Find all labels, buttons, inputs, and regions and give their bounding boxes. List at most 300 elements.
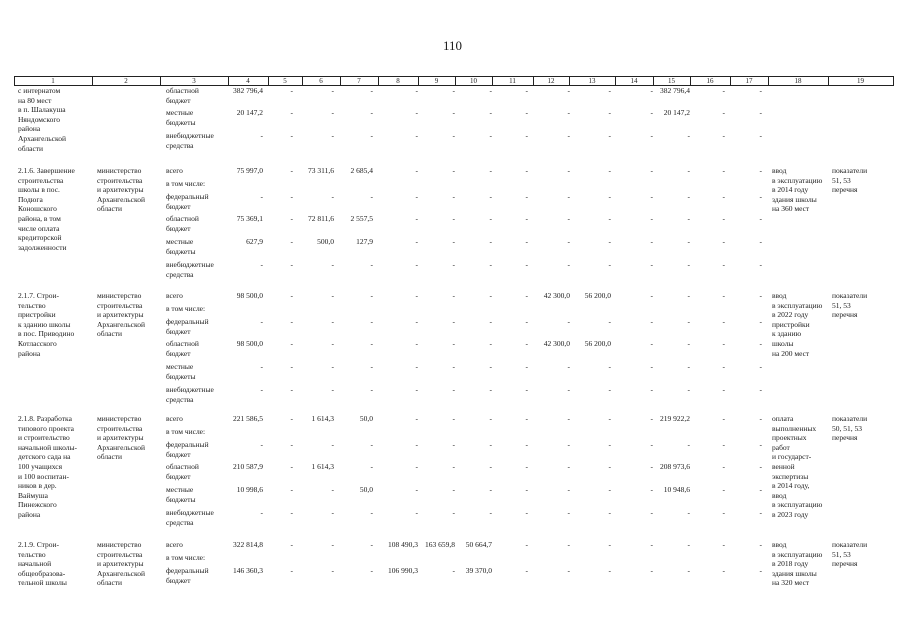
amount-cell: - [722, 339, 725, 348]
amount-cell: - [567, 485, 570, 494]
amount-cell: - [489, 86, 492, 95]
expected-result: оплата выполненных проектных работ и государст- венной экспертизы в 2014 году, ввод в эксплуатацию в 2023 году [772, 414, 823, 519]
column-header-9: 9 [434, 77, 439, 85]
amount-cell: - [331, 192, 334, 201]
amount-cell: 56 200,0 [584, 291, 611, 300]
amount-cell: - [722, 385, 725, 394]
indicator-reference: показатели 51, 53 перечня [832, 291, 868, 320]
amount-cell: - [608, 317, 611, 326]
amount-cell: - [650, 237, 653, 246]
amount-cell: - [370, 131, 373, 140]
amount-cell: - [452, 237, 455, 246]
column-header-6: 6 [319, 77, 323, 85]
amount-cell: - [525, 339, 528, 348]
amount-cell: - [608, 166, 611, 175]
amount-cell: - [489, 385, 492, 394]
responsible-executor: министерство строительства и архитектуры Архангельской области [97, 291, 145, 339]
amount-cell: - [331, 508, 334, 517]
item-title: с интернатом на 80 мест в п. Шалакуша Няндомского района Архангельской области [18, 86, 66, 153]
amount-cell: - [722, 566, 725, 575]
amount-cell: - [452, 362, 455, 371]
amount-cell: - [608, 440, 611, 449]
amount-cell: - [608, 131, 611, 140]
amount-cell: 1 614,3 [311, 462, 334, 471]
amount-cell: - [759, 462, 762, 471]
amount-cell: 73 311,6 [308, 166, 334, 175]
amount-cell: - [608, 237, 611, 246]
amount-cell: - [290, 462, 293, 471]
amount-cell: - [290, 540, 293, 549]
amount-cell: - [722, 291, 725, 300]
expected-result: ввод в эксплуатацию в 2022 году пристройки к зданию школы на 200 мест [772, 291, 823, 358]
amount-cell: - [525, 414, 528, 423]
amount-cell: - [650, 317, 653, 326]
amount-cell: - [260, 131, 263, 140]
amount-cell: - [650, 260, 653, 269]
amount-cell: - [687, 237, 690, 246]
item-title: 2.1.7. Строи- тельство пристройки к зданию школы в пос. Приводино Котласского района [18, 291, 75, 358]
amount-cell: - [290, 414, 293, 423]
item-title: 2.1.6. Завершение строительства школы в пос. Подюга Коношского района, в том числе оплата кредиторской задолженности [18, 166, 75, 252]
amount-cell: - [687, 166, 690, 175]
amount-cell: - [525, 385, 528, 394]
amount-cell: 42 300,0 [543, 339, 570, 348]
amount-cell: - [415, 362, 418, 371]
amount-cell: - [525, 260, 528, 269]
amount-cell: - [331, 485, 334, 494]
amount-cell: - [331, 362, 334, 371]
amount-cell: - [525, 362, 528, 371]
amount-cell: - [608, 414, 611, 423]
amount-cell: 42 300,0 [543, 291, 570, 300]
column-header-10: 10 [470, 77, 477, 85]
amount-cell: 75 369,1 [236, 214, 263, 223]
item-title: 2.1.9. Строи- тельство начальной общеобразова- тельной школы [18, 540, 67, 588]
amount-cell: - [687, 508, 690, 517]
amount-cell: - [452, 317, 455, 326]
amount-cell: - [722, 166, 725, 175]
amount-cell: - [525, 317, 528, 326]
funding-source-label: в том числе: [166, 179, 206, 188]
amount-cell: - [608, 508, 611, 517]
amount-cell: - [759, 485, 762, 494]
amount-cell: - [650, 414, 653, 423]
amount-cell: - [525, 86, 528, 95]
column-header-19: 19 [857, 77, 864, 85]
amount-cell: - [370, 462, 373, 471]
column-header-16: 16 [706, 77, 714, 85]
responsible-executor: министерство строительства и архитектуры Архангельской области [97, 414, 145, 462]
amount-cell: - [290, 508, 293, 517]
amount-cell: - [415, 291, 418, 300]
amount-cell: 20 147,2 [236, 108, 263, 117]
column-header-3: 3 [192, 77, 196, 85]
funding-source-label: всего [166, 414, 183, 423]
funding-source-label: внебюджетные средства [166, 508, 214, 527]
funding-source-label: в том числе: [166, 553, 206, 562]
amount-cell: - [759, 339, 762, 348]
amount-cell: - [567, 192, 570, 201]
funding-source-label: всего [166, 166, 183, 175]
funding-source-label: всего [166, 540, 183, 549]
amount-cell: - [722, 260, 725, 269]
amount-cell: - [452, 485, 455, 494]
amount-cell: 98 500,0 [236, 339, 263, 348]
amount-cell: 56 200,0 [584, 339, 611, 348]
amount-cell: - [759, 192, 762, 201]
amount-cell: - [608, 540, 611, 549]
amount-cell: - [650, 385, 653, 394]
amount-cell: - [260, 440, 263, 449]
amount-cell: - [722, 414, 725, 423]
amount-cell: 219 922,2 [660, 414, 690, 423]
amount-cell: - [650, 462, 653, 471]
amount-cell: - [650, 214, 653, 223]
amount-cell: - [489, 237, 492, 246]
amount-cell: - [489, 214, 492, 223]
amount-cell: - [331, 440, 334, 449]
funding-source-label: в том числе: [166, 304, 206, 313]
column-header-8: 8 [396, 77, 400, 85]
amount-cell: - [452, 166, 455, 175]
amount-cell: - [331, 540, 334, 549]
amount-cell: - [722, 485, 725, 494]
amount-cell: - [452, 260, 455, 269]
amount-cell: - [567, 414, 570, 423]
item-title: 2.1.8. Разработка типового проекта и строительство начальной школы- детского сада на 100 учащихся и 100 воспитан- ников в дер. Ваймуша Пинежского района [18, 414, 77, 519]
amount-cell: - [370, 108, 373, 117]
amount-cell: 72 811,6 [308, 214, 334, 223]
amount-cell: - [415, 339, 418, 348]
amount-cell: - [415, 440, 418, 449]
amount-cell: - [759, 508, 762, 517]
amount-cell: - [415, 86, 418, 95]
amount-cell: - [331, 339, 334, 348]
amount-cell: - [370, 86, 373, 95]
amount-cell: - [567, 237, 570, 246]
amount-cell: - [370, 362, 373, 371]
amount-cell: - [331, 566, 334, 575]
amount-cell: 127,9 [356, 237, 373, 246]
amount-cell: - [567, 214, 570, 223]
amount-cell: - [650, 485, 653, 494]
amount-cell: - [260, 192, 263, 201]
amount-cell: - [525, 214, 528, 223]
page-number: 110 [442, 38, 463, 53]
amount-cell: - [567, 131, 570, 140]
amount-cell: - [650, 339, 653, 348]
amount-cell: - [759, 440, 762, 449]
amount-cell: 98 500,0 [236, 291, 263, 300]
amount-cell: - [415, 131, 418, 140]
amount-cell: - [525, 440, 528, 449]
amount-cell: - [290, 237, 293, 246]
amount-cell: - [290, 485, 293, 494]
amount-cell: - [489, 291, 492, 300]
amount-cell: - [567, 317, 570, 326]
amount-cell: - [260, 508, 263, 517]
column-header-1: 1 [51, 77, 55, 85]
expected-result: ввод в эксплуатацию в 2014 году здания школы на 360 мест [772, 166, 823, 214]
amount-cell: - [722, 540, 725, 549]
amount-cell: - [260, 362, 263, 371]
amount-cell: - [290, 108, 293, 117]
amount-cell: - [687, 260, 690, 269]
amount-cell: - [452, 440, 455, 449]
amount-cell: - [722, 131, 725, 140]
amount-cell: - [608, 192, 611, 201]
column-header-7: 7 [357, 77, 361, 85]
amount-cell: - [331, 291, 334, 300]
amount-cell: 39 370,0 [465, 566, 492, 575]
responsible-executor: министерство строительства и архитектуры Архангельской области [97, 540, 145, 588]
amount-cell: - [567, 385, 570, 394]
amount-cell: - [260, 317, 263, 326]
amount-cell: - [687, 362, 690, 371]
amount-cell: - [722, 86, 725, 95]
amount-cell: - [567, 108, 570, 117]
amount-cell: - [650, 192, 653, 201]
amount-cell: - [567, 462, 570, 471]
amount-cell: - [567, 86, 570, 95]
amount-cell: - [650, 508, 653, 517]
amount-cell: - [525, 485, 528, 494]
indicator-reference: показатели 51, 53 перечня [832, 166, 868, 195]
responsible-executor: министерство строительства и архитектуры Архангельской области [97, 166, 145, 214]
amount-cell: - [687, 540, 690, 549]
amount-cell: - [759, 237, 762, 246]
amount-cell: - [567, 260, 570, 269]
funding-source-label: областной бюджет [166, 462, 199, 481]
amount-cell: 146 360,3 [233, 566, 263, 575]
amount-cell: - [415, 192, 418, 201]
amount-cell: - [290, 166, 293, 175]
amount-cell: - [452, 291, 455, 300]
amount-cell: 50,0 [359, 485, 373, 494]
amount-cell: - [489, 339, 492, 348]
amount-cell: - [722, 108, 725, 117]
amount-cell: - [567, 166, 570, 175]
amount-cell: - [489, 414, 492, 423]
amount-cell: - [370, 339, 373, 348]
amount-cell: - [650, 166, 653, 175]
amount-cell: - [290, 317, 293, 326]
amount-cell: - [370, 317, 373, 326]
amount-cell: - [370, 291, 373, 300]
amount-cell: - [370, 192, 373, 201]
amount-cell: - [290, 86, 293, 95]
amount-cell: - [370, 440, 373, 449]
amount-cell: - [722, 214, 725, 223]
indicator-reference: показатели 50, 51, 53 перечня [832, 414, 868, 443]
amount-cell: - [759, 260, 762, 269]
amount-cell: 382 796,4 [233, 86, 263, 95]
amount-cell: - [759, 414, 762, 423]
amount-cell: - [759, 166, 762, 175]
funding-source-label: местные бюджеты [166, 485, 196, 504]
amount-cell: - [722, 508, 725, 517]
amount-cell: - [452, 108, 455, 117]
column-header-12: 12 [547, 77, 555, 85]
amount-cell: - [759, 566, 762, 575]
amount-cell: - [759, 86, 762, 95]
amount-cell: 210 587,9 [233, 462, 263, 471]
amount-cell: - [759, 131, 762, 140]
amount-cell: - [608, 260, 611, 269]
amount-cell: - [687, 192, 690, 201]
amount-cell: 10 948,6 [663, 485, 690, 494]
amount-cell: - [415, 462, 418, 471]
amount-cell: - [452, 214, 455, 223]
amount-cell: - [370, 508, 373, 517]
amount-cell: - [489, 440, 492, 449]
amount-cell: - [759, 317, 762, 326]
amount-cell: - [415, 508, 418, 517]
amount-cell: - [608, 566, 611, 575]
funding-source-label: местные бюджеты [166, 362, 196, 381]
amount-cell: - [525, 131, 528, 140]
amount-cell: 108 490,3 [388, 540, 418, 549]
amount-cell: - [525, 508, 528, 517]
amount-cell: - [759, 540, 762, 549]
amount-cell: 1 614,3 [311, 414, 334, 423]
amount-cell: - [452, 86, 455, 95]
amount-cell: - [489, 362, 492, 371]
amount-cell: 208 973,6 [660, 462, 690, 471]
indicator-reference: показатели 51, 53 перечня [832, 540, 868, 569]
column-header-14: 14 [630, 77, 638, 85]
amount-cell: - [290, 192, 293, 201]
funding-source-label: внебюджетные средства [166, 131, 214, 150]
amount-cell: - [290, 339, 293, 348]
amount-cell: 627,9 [246, 237, 263, 246]
amount-cell: - [525, 462, 528, 471]
column-header-13: 13 [588, 77, 596, 85]
amount-cell: - [687, 440, 690, 449]
amount-cell: - [687, 385, 690, 394]
column-header-15: 15 [668, 77, 675, 85]
amount-cell: - [567, 440, 570, 449]
funding-source-label: федеральный бюджет [166, 192, 209, 211]
amount-cell: - [687, 566, 690, 575]
amount-cell: - [415, 485, 418, 494]
amount-cell: - [452, 414, 455, 423]
amount-cell: - [370, 540, 373, 549]
amount-cell: - [650, 566, 653, 575]
amount-cell: - [687, 317, 690, 326]
funding-source-label: областной бюджет [166, 214, 199, 233]
amount-cell: - [650, 108, 653, 117]
amount-cell: - [650, 362, 653, 371]
amount-cell: - [722, 362, 725, 371]
funding-source-label: внебюджетные средства [166, 260, 214, 279]
column-header-5: 5 [283, 77, 287, 85]
amount-cell: 50,0 [359, 414, 373, 423]
amount-cell: - [331, 131, 334, 140]
amount-cell: 10 998,6 [236, 485, 263, 494]
amount-cell: - [567, 508, 570, 517]
header-divider [893, 76, 894, 85]
amount-cell: - [290, 566, 293, 575]
amount-cell: - [722, 440, 725, 449]
amount-cell: - [489, 317, 492, 326]
amount-cell: - [452, 462, 455, 471]
column-header-2: 2 [124, 77, 128, 85]
amount-cell: 221 586,5 [233, 414, 263, 423]
column-header-11: 11 [509, 77, 516, 85]
column-header-4: 4 [246, 77, 250, 85]
funding-source-label: местные бюджеты [166, 237, 196, 256]
amount-cell: - [687, 339, 690, 348]
amount-cell: - [290, 362, 293, 371]
amount-cell: - [608, 385, 611, 394]
amount-cell: - [415, 214, 418, 223]
amount-cell: - [452, 385, 455, 394]
amount-cell: - [415, 237, 418, 246]
amount-cell: 106 990,3 [388, 566, 418, 575]
amount-cell: - [370, 566, 373, 575]
amount-cell: - [489, 192, 492, 201]
amount-cell: - [452, 131, 455, 140]
amount-cell: - [452, 192, 455, 201]
amount-cell: - [290, 440, 293, 449]
amount-cell: - [759, 385, 762, 394]
amount-cell: - [687, 291, 690, 300]
funding-source-label: областной бюджет [166, 86, 199, 105]
funding-source-label: федеральный бюджет [166, 317, 209, 336]
amount-cell: - [452, 566, 455, 575]
amount-cell: - [489, 131, 492, 140]
amount-cell: - [260, 385, 263, 394]
amount-cell: - [452, 508, 455, 517]
amount-cell: - [415, 166, 418, 175]
amount-cell: - [489, 508, 492, 517]
amount-cell: - [525, 540, 528, 549]
amount-cell: - [370, 260, 373, 269]
amount-cell: - [290, 131, 293, 140]
amount-cell: - [608, 462, 611, 471]
amount-cell: 75 997,0 [236, 166, 263, 175]
column-header-17: 17 [745, 77, 753, 85]
amount-cell: - [650, 131, 653, 140]
amount-cell: - [687, 214, 690, 223]
amount-cell: - [650, 540, 653, 549]
amount-cell: 500,0 [317, 237, 334, 246]
amount-cell: - [290, 291, 293, 300]
amount-cell: - [687, 131, 690, 140]
amount-cell: - [722, 317, 725, 326]
amount-cell: - [290, 260, 293, 269]
amount-cell: - [525, 237, 528, 246]
amount-cell: - [650, 440, 653, 449]
amount-cell: 2 685,4 [350, 166, 373, 175]
amount-cell: - [370, 385, 373, 394]
amount-cell: - [567, 566, 570, 575]
amount-cell: - [608, 108, 611, 117]
amount-cell: - [525, 566, 528, 575]
amount-cell: - [650, 291, 653, 300]
amount-cell: - [759, 362, 762, 371]
amount-cell: - [525, 192, 528, 201]
funding-source-label: областной бюджет [166, 339, 199, 358]
amount-cell: - [331, 260, 334, 269]
amount-cell: - [608, 86, 611, 95]
amount-cell: - [608, 214, 611, 223]
amount-cell: - [489, 260, 492, 269]
amount-cell: - [567, 540, 570, 549]
amount-cell: 50 664,7 [465, 540, 492, 549]
funding-source-label: федеральный бюджет [166, 440, 209, 459]
